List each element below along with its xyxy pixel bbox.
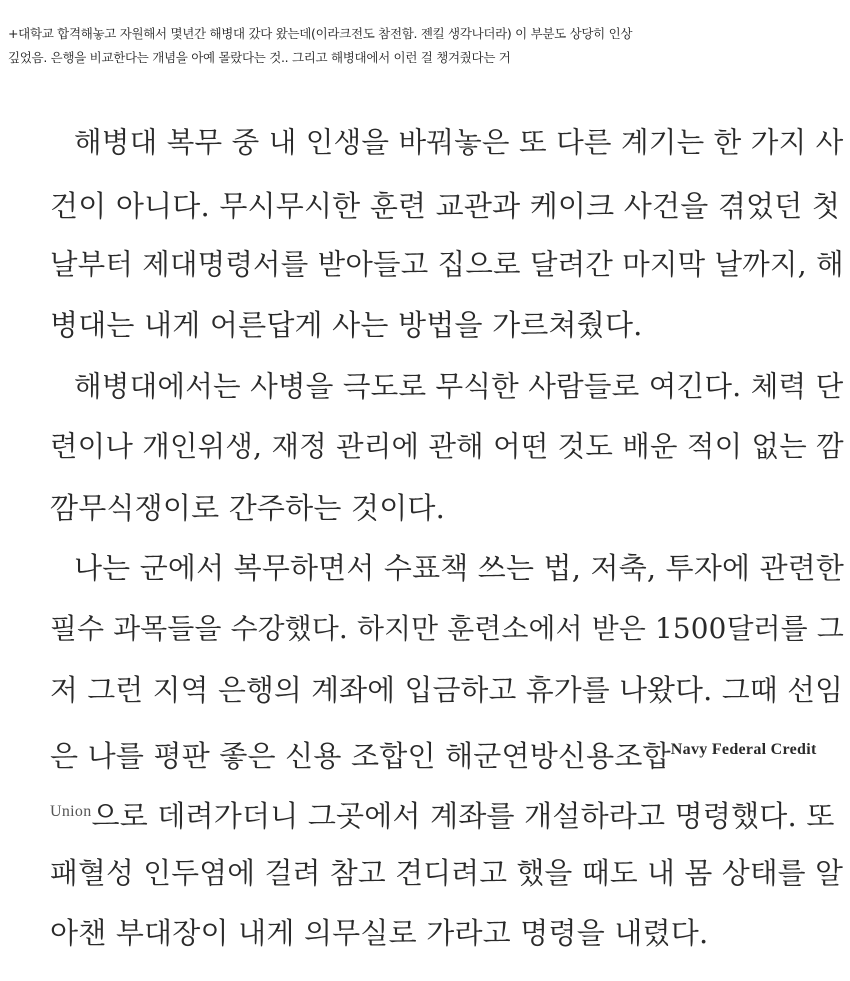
book-line-1: 해병대 복무 중 내 인생을 바꿔놓은 또 다른 계기는 한 가지 사 <box>74 125 844 159</box>
book-line-9: 필수 과목들을 수강했다. 하지만 훈련소에서 받은 1500달러를 그 <box>50 612 844 645</box>
book-line-3: 날부터 제대명령서를 받아들고 집으로 달려간 마지막 날까지, 해 <box>50 248 844 281</box>
book-line-12-text: 으로 데려가더니 그곳에서 계좌를 개설하라고 명령했다. 또 <box>91 799 835 833</box>
book-line-7: 깜무식쟁이로 간주하는 것이다. <box>50 491 446 525</box>
comment-note <box>8 22 844 70</box>
book-line-11 <box>50 730 817 776</box>
book-line-12 <box>50 792 835 836</box>
book-line-5: 해병대에서는 사병을 극도로 무식한 사람들로 여긴다. 체력 단 <box>74 369 844 403</box>
book-line-8: 나는 군에서 복무하면서 수표책 쓰는 법, 저축, 투자에 관련한 <box>74 551 845 585</box>
book-line-4: 병대는 내게 어른답게 사는 방법을 가르쳐줬다. <box>50 308 643 342</box>
book-line-6: 련이나 개인위생, 재정 관리에 관해 어떤 것도 배운 적이 없는 깜 <box>50 430 844 463</box>
comment-line-1: +대학교 합격해놓고 자원해서 몇년간 해병대 갔다 왔는데(이라크전도 참전함. 젠킬 생각나더라) 이 부분도 상당히 인상 <box>8 26 633 41</box>
book-line-14: 아챈 부대장이 내게 의무실로 가라고 명령을 내렸다. <box>50 916 709 950</box>
gloss-union: Union <box>50 803 92 820</box>
book-line-13: 패혈성 인두염에 걸려 참고 견디려고 했을 때도 내 몸 상태를 알 <box>50 856 844 890</box>
book-line-10: 저 그런 지역 은행의 계좌에 입금하고 휴가를 나왔다. 그때 선임 <box>50 673 844 707</box>
gloss-navy-federal: Navy Federal Credit <box>670 741 817 758</box>
book-line-11-text: 은 나를 평판 좋은 신용 조합인 해군연방신용조합 <box>50 739 671 773</box>
book-line-2: 건이 아니다. 무시무시한 훈련 교관과 케이크 사건을 겪었던 첫 <box>50 189 841 223</box>
comment-line-2: 깊었음. 은행을 비교한다는 개념을 아예 몰랐다는 것.. 그리고 해병대에서 이런 걸 챙겨줬다는 거 <box>8 50 511 65</box>
